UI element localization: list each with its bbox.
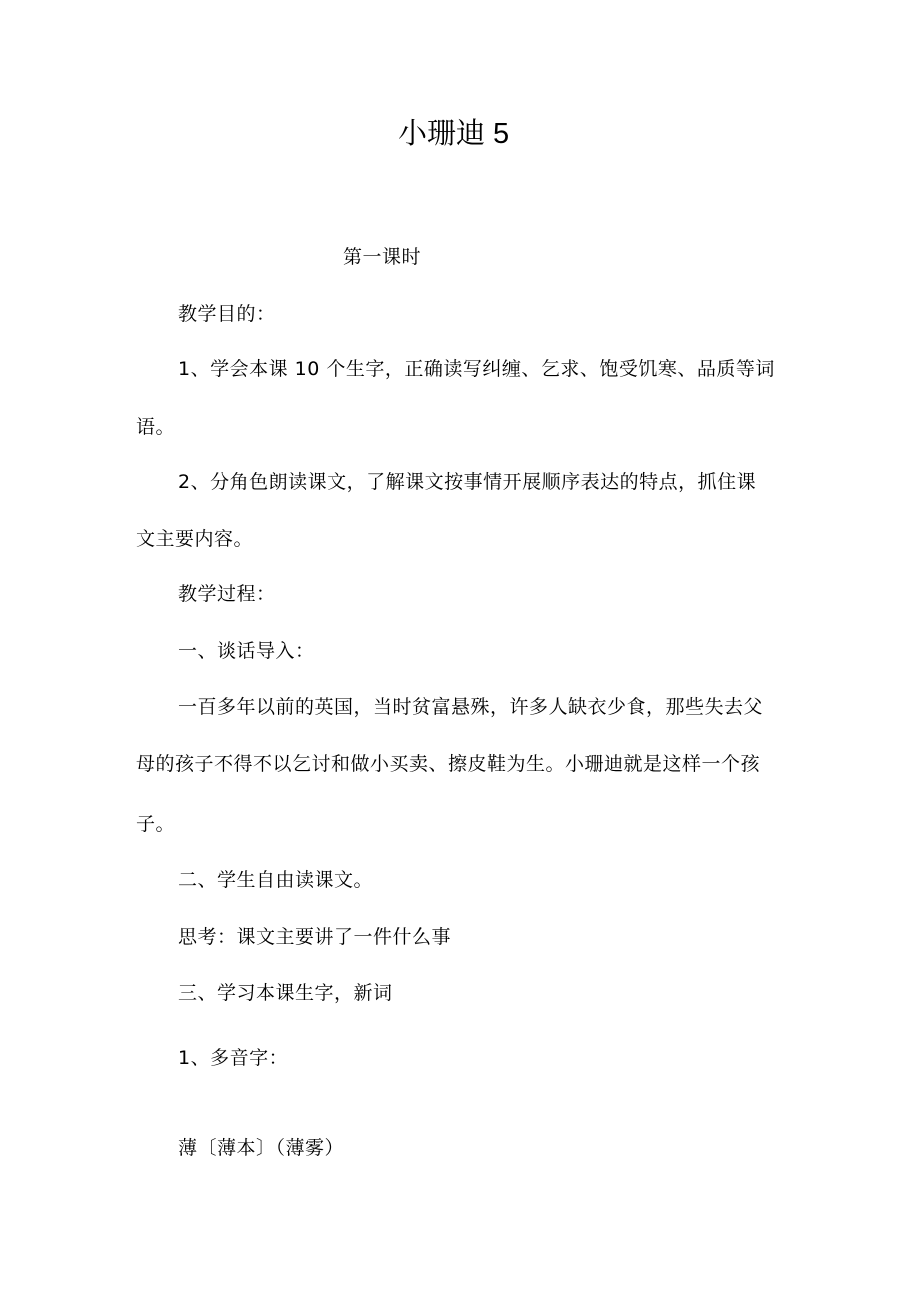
- objectives-heading: 教学目的：: [178, 303, 276, 325]
- objective-2-line-1: 2、分角色朗读课文，了解课文按事情开展顺序表达的特点，抓住课: [178, 471, 757, 493]
- objective-1-line-2: 语。: [136, 416, 176, 438]
- think-question: 思考：课文主要讲了一件什么事: [178, 926, 452, 948]
- section-1-heading: 一、谈话导入：: [178, 640, 315, 662]
- polyphone-heading: 1、多音字：: [178, 1047, 289, 1069]
- polyphone-example: 薄〔薄本〕（薄雾）: [178, 1137, 345, 1159]
- objective-1-line-1: 1、学会本课 10 个生字，正确读写纠缠、乞求、饱受饥寒、品质等词: [178, 358, 775, 380]
- intro-line-2: 母的孩子不得不以乞讨和做小买卖、擦皮鞋为生。小珊迪就是这样一个孩: [136, 753, 761, 775]
- intro-line-1: 一百多年以前的英国，当时贫富悬殊，许多人缺衣少食，那些失去父: [178, 696, 764, 718]
- section-3-heading: 三、学习本课生字，新词: [178, 982, 393, 1004]
- process-heading: 教学过程：: [178, 583, 276, 605]
- page-title: 小珊迪 5: [398, 118, 510, 150]
- objective-2-line-2: 文主要内容。: [136, 528, 254, 550]
- section-2-heading: 二、学生自由读课文。: [178, 869, 374, 891]
- intro-line-3: 子。: [136, 813, 176, 835]
- lesson-subtitle: 第一课时: [343, 246, 422, 268]
